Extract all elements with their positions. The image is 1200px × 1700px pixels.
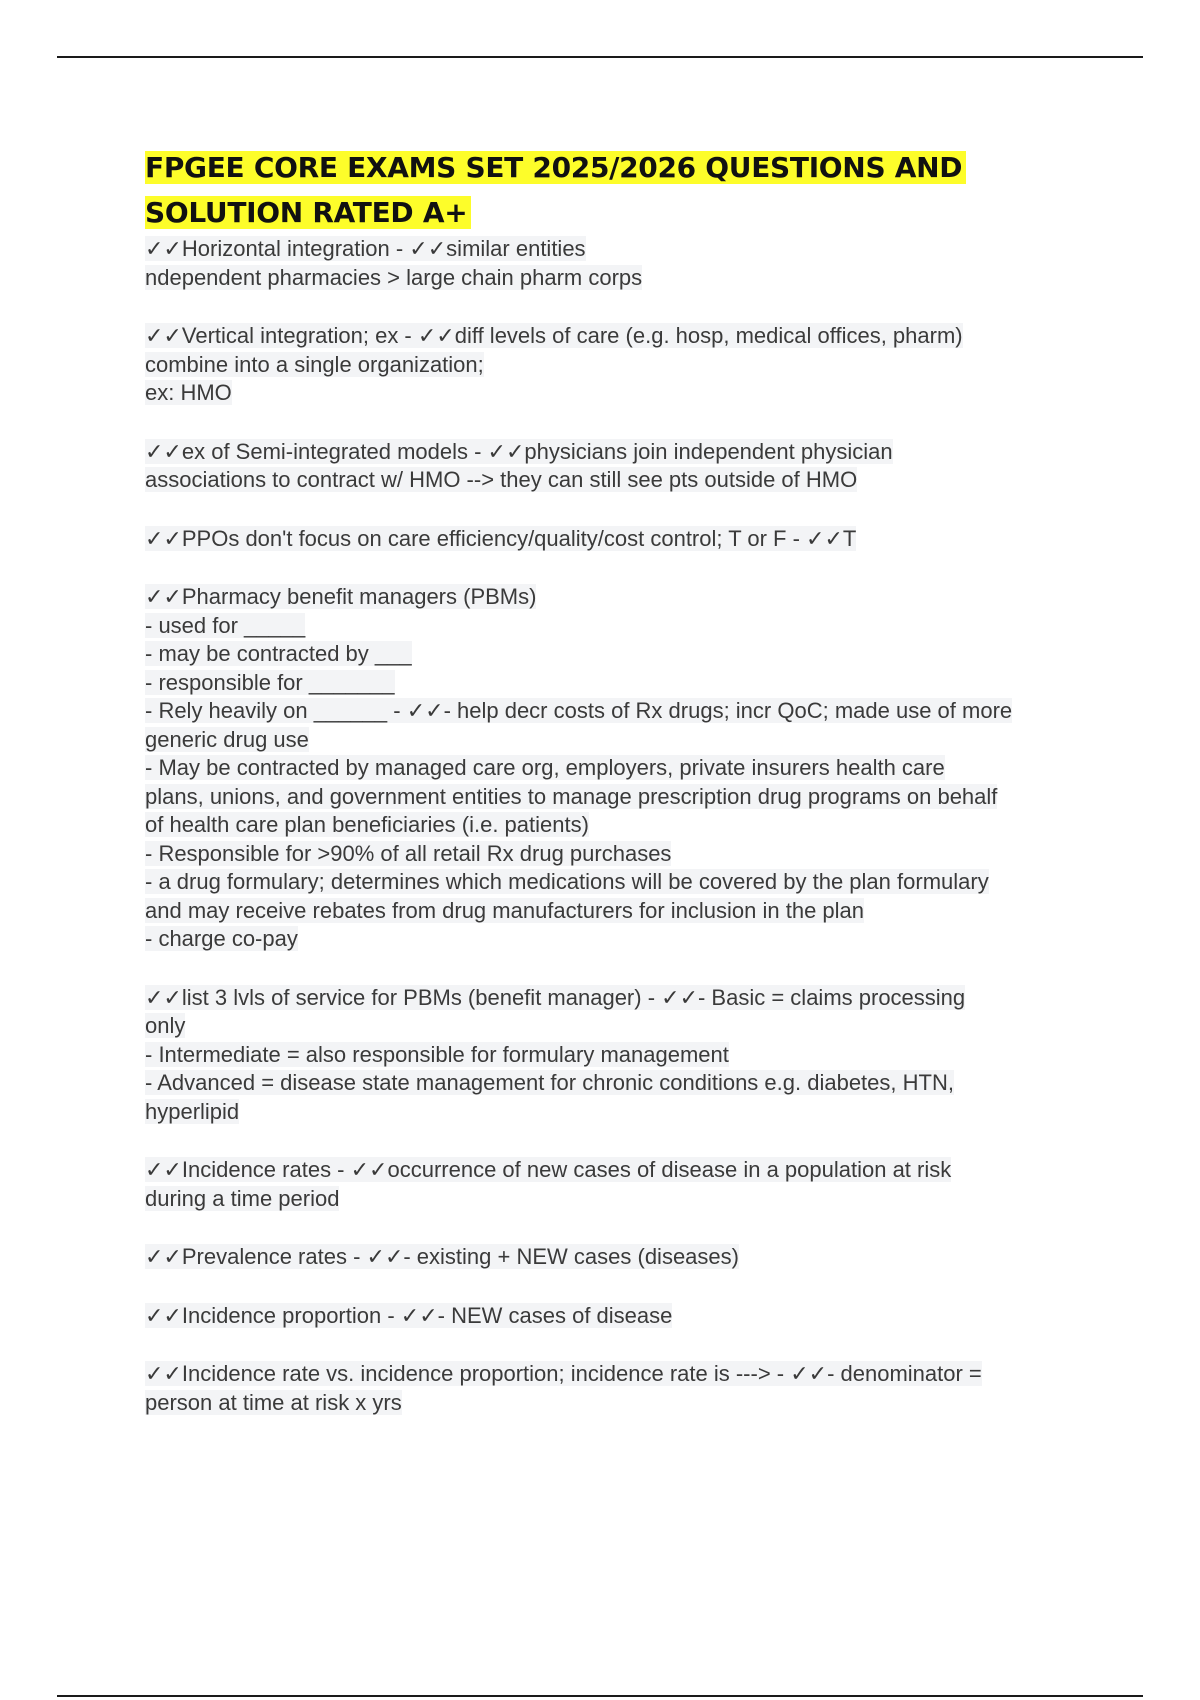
flashcard-line [145, 669, 1085, 698]
flashcard-line-text: - charge co-pay [145, 926, 298, 951]
flashcard-line-text: ✓✓Incidence proportion - ✓✓- NEW cases of disease [145, 1302, 673, 1328]
flashcard-entry [145, 438, 1085, 495]
flashcard-line [145, 1156, 1085, 1185]
flashcard-entry [145, 1360, 1085, 1417]
flashcard-entry [145, 322, 1085, 408]
flashcard-line-text: - May be contracted by managed care org, employers, private insurers health care [145, 755, 945, 780]
flashcard-line [145, 1069, 1085, 1098]
flashcard-line [145, 640, 1085, 669]
flashcard-line [145, 583, 1085, 612]
flashcard-line [145, 754, 1085, 783]
flashcard-line-text: hyperlipid [145, 1098, 240, 1124]
flashcard-line [145, 1041, 1085, 1070]
flashcard-entry [145, 1243, 1085, 1272]
flashcard-line [145, 1360, 1085, 1389]
flashcard-entry [145, 984, 1085, 1127]
flashcard-line [145, 1243, 1085, 1272]
flashcard-line [145, 1389, 1085, 1418]
flashcard-line [145, 525, 1085, 554]
flashcard-line [145, 783, 1085, 812]
flashcard-line-text: - used for _____ [145, 612, 306, 638]
flashcard-line-text: and may receive rebates from drug manufacturers for inclusion in the plan [145, 897, 865, 923]
flashcard-line-text: plans, unions, and government entities to manage prescription drug programs on behalf [145, 783, 998, 809]
flashcard-line-text: - a drug formulary; determines which medications will be covered by the plan formulary [145, 869, 989, 894]
flashcard-line [145, 1302, 1085, 1331]
flashcard-line-text: ✓✓Incidence rate vs. incidence proportion; incidence rate is ---> - ✓✓- denominator = [145, 1361, 982, 1386]
flashcard-line [145, 612, 1085, 641]
flashcard-line-text: ✓✓Incidence rates - ✓✓occurrence of new cases of disease in a population at risk [145, 1157, 952, 1182]
flashcard-entry [145, 583, 1085, 954]
flashcard-line [145, 984, 1085, 1013]
flashcard-line [145, 235, 1085, 264]
flashcard-line [145, 379, 1085, 408]
flashcard-line [145, 897, 1085, 926]
flashcard-line-text: generic drug use [145, 726, 309, 752]
flashcard-line-text: - Responsible for >90% of all retail Rx drug purchases [145, 840, 672, 866]
flashcard-line-text: ✓✓PPOs don't focus on care efficiency/quality/cost control; T or F - ✓✓T [145, 525, 857, 551]
flashcard-line-text: person at time at risk x yrs [145, 1389, 402, 1415]
flashcard-line-text: ✓✓Pharmacy benefit managers (PBMs) [145, 584, 537, 609]
flashcard-entry [145, 235, 1085, 292]
flashcard-line-text: ✓✓ex of Semi-integrated models - ✓✓physicians join independent physician [145, 438, 893, 464]
flashcard-line [145, 925, 1085, 954]
document-body [145, 145, 1085, 1447]
flashcard-line [145, 1185, 1085, 1214]
flashcard-line-text: - may be contracted by ___ [145, 641, 412, 666]
flashcard-line [145, 868, 1085, 897]
flashcard-line [145, 351, 1085, 380]
flashcard-line [145, 697, 1085, 726]
flashcard-line [145, 811, 1085, 840]
flashcard-list [145, 235, 1085, 1417]
flashcard-entry [145, 1302, 1085, 1331]
flashcard-line-text: only [145, 1013, 186, 1038]
flashcard-line [145, 438, 1085, 467]
flashcard-line-text: ✓✓Horizontal integration - ✓✓similar entities [145, 236, 586, 261]
footer-rule [57, 1695, 1143, 1697]
flashcard-line-text: ndependent pharmacies > large chain pharm corps [145, 264, 643, 290]
document-title [145, 145, 1085, 235]
flashcard-line-text: associations to contract w/ HMO --> they can still see pts outside of HMO [145, 467, 858, 492]
flashcard-line [145, 1012, 1085, 1041]
flashcard-line-text: - Advanced = disease state management for chronic conditions e.g. diabetes, HTN, [145, 1070, 954, 1095]
flashcard-line-text: ✓✓list 3 lvls of service for PBMs (benefit manager) - ✓✓- Basic = claims processing [145, 984, 966, 1010]
flashcard-line-text: combine into a single organization; [145, 351, 484, 377]
flashcard-line-text: of health care plan beneficiaries (i.e. patients) [145, 812, 589, 837]
flashcard-line [145, 840, 1085, 869]
flashcard-line [145, 466, 1085, 495]
flashcard-line [145, 264, 1085, 293]
document-title-text: FPGEE CORE EXAMS SET 2025/2026 QUESTIONS AND SOLUTION RATED A+ [145, 151, 966, 229]
flashcard-line-text: during a time period [145, 1185, 340, 1211]
flashcard-line-text: ex: HMO [145, 380, 232, 405]
flashcard-line [145, 726, 1085, 755]
flashcard-line [145, 1098, 1085, 1127]
flashcard-line-text: ✓✓Vertical integration; ex - ✓✓diff levels of care (e.g. hosp, medical offices, pharm) [145, 323, 963, 348]
header-rule [57, 56, 1143, 58]
flashcard-line-text: ✓✓Prevalence rates - ✓✓- existing + NEW cases (diseases) [145, 1244, 739, 1269]
flashcard-line-text: - Rely heavily on ______ - ✓✓- help decr costs of Rx drugs; incr QoC; made use of more [145, 698, 1013, 723]
flashcard-entry [145, 1156, 1085, 1213]
flashcard-line-text: - responsible for _______ [145, 669, 395, 695]
flashcard-line [145, 322, 1085, 351]
flashcard-entry [145, 525, 1085, 554]
flashcard-line-text: - Intermediate = also responsible for formulary management [145, 1041, 729, 1067]
